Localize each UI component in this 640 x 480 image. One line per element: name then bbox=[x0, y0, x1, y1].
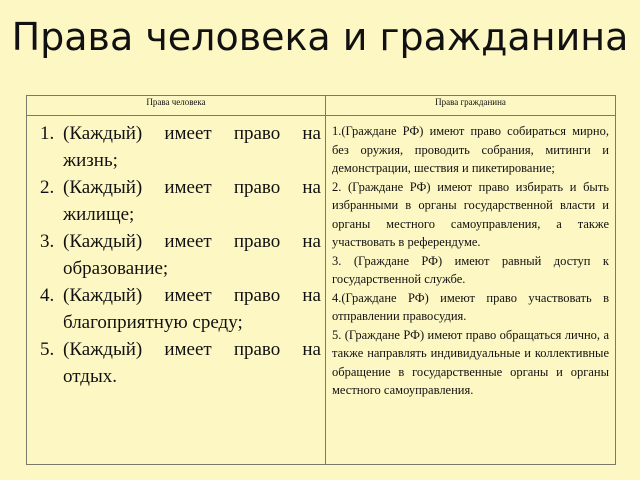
header-citizen-rights: Права гражданина bbox=[326, 96, 616, 116]
list-item: 1. (Каждый) имеет право на жизнь; bbox=[59, 120, 321, 174]
human-rights-cell bbox=[27, 116, 326, 465]
citizen-right-item: 5. (Граждане РФ) имеют право обращаться лично, а также направлять индивидуальные и коллективные обращение в государственные органы и органы местного самоуправления. bbox=[332, 327, 609, 397]
table-row bbox=[27, 116, 616, 465]
citizen-right-item: 4.(Граждане РФ) имеют право участвовать в отправлении правосудия. bbox=[332, 290, 609, 323]
list-item: 2. (Каждый) имеет право на жилище; bbox=[59, 174, 321, 228]
page-title: Права человека и гражданина bbox=[11, 15, 629, 59]
citizen-rights-cell bbox=[326, 116, 616, 465]
list-item: 4. (Каждый) имеет право на благоприятную среду; bbox=[59, 282, 321, 336]
citizen-right-item: 3. (Граждане РФ) имеют равный доступ к государственной службе. bbox=[332, 253, 609, 286]
citizen-right-item: 2. (Граждане РФ) имеют право избирать и быть избранными в органы государственной власти и органы местного самоуправления, а также участвовать в референдуме. bbox=[332, 179, 609, 249]
table-header-row bbox=[27, 96, 616, 116]
header-human-rights: Права человека bbox=[27, 96, 326, 116]
list-item: 5. (Каждый) имеет право на отдых. bbox=[59, 336, 321, 390]
citizen-right-item: 1.(Граждане РФ) имеют право собираться мирно, без оружия, проводить собрания, митинги и демонстрации, шествия и пикетирование; bbox=[332, 124, 609, 175]
human-rights-list bbox=[31, 120, 321, 390]
list-item: 3. (Каждый) имеет право на образование; bbox=[59, 228, 321, 282]
rights-table bbox=[26, 95, 616, 465]
